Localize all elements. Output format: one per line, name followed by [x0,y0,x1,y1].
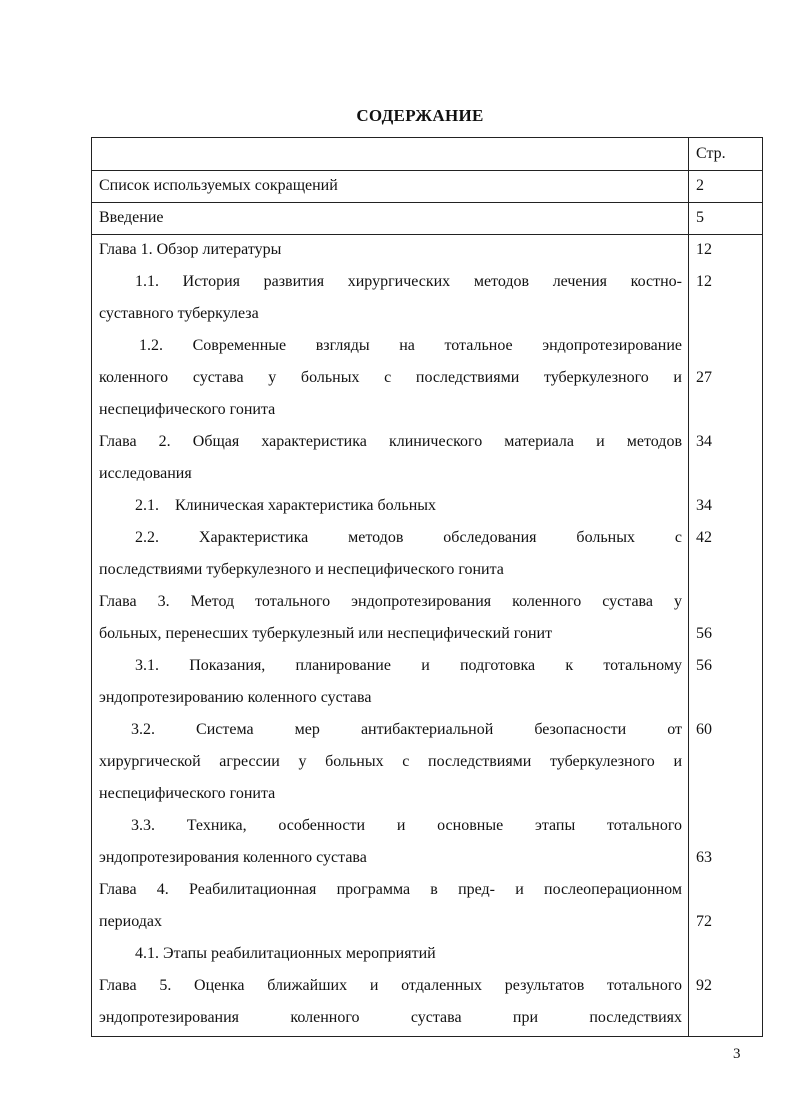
toc-page-chapter-3: 56 [696,625,712,642]
toc-page-section-3-2: 60 [696,721,712,738]
toc-entry-line: эндопротезированию коленного сустава [99,689,372,706]
toc-entry-line: больных, перенесших туберкулезный или неспецифический гонит [99,625,553,642]
toc-entry-line: 3.3. Техника, особенности и основные этапы тотального [131,817,682,834]
toc-page-section-1-1: 12 [696,273,712,290]
toc-entry-chapter-2 [99,426,682,490]
toc-entry-section-2-2 [99,522,682,586]
toc-entry-chapter-5 [99,970,682,1034]
page-column-header: Стр. [696,145,726,162]
toc-entry-line: 1.2. Современные взгляды на тотальное эндопротезирование [139,337,682,354]
toc-entry-line: хирургической агрессии у больных с последствиями туберкулезного и [99,753,682,770]
toc-entry-line: Глава 4. Реабилитационная программа в пред- и послеоперационном [99,881,682,898]
toc-entry-line: 3.2. Система мер антибактериальной безопасности от [131,721,682,738]
toc-page-introduction: 5 [696,209,704,226]
toc-entry-line: эндопротезирования коленного сустава при последствиях [99,1009,682,1026]
toc-entry-line: 4.1. Этапы реабилитационных мероприятий [135,945,436,962]
toc-entry-line: Глава 2. Общая характеристика клинического материала и методов [99,433,682,450]
toc-page-chapter-4: 72 [696,913,712,930]
page-title: СОДЕРЖАНИЕ [356,106,484,125]
toc-entry-line: коленного сустава у больных с последствиями туберкулезного и [99,369,682,386]
toc-entry-line: 3.1. Показания, планирование и подготовка к тотальному [135,657,682,674]
toc-entry-line: Глава 5. Оценка ближайших и отдаленных результатов тотального [99,977,682,994]
toc-entry-line: последствиями туберкулезного и неспецифического гонита [99,561,504,578]
toc-page-section-1-2: 27 [696,369,712,386]
toc-page-abbreviations: 2 [696,177,704,194]
toc-entry-section-1-1 [99,266,682,330]
toc-page-section-2-2: 42 [696,529,712,546]
page-number: 3 [733,1046,741,1062]
toc-entry-chapter-1 [99,234,682,266]
page-column-divider [688,138,689,1036]
toc-entry-introduction [99,202,682,234]
toc-table [91,137,763,1037]
toc-entry-abbreviations [99,170,682,202]
toc-entry-line: Глава 3. Метод тотального эндопротезирования коленного сустава у [99,593,682,610]
toc-entry-line: периодах [99,913,163,930]
toc-page-chapter-1: 12 [696,241,712,258]
toc-entry-section-1-2 [99,330,682,426]
toc-entry-line: 2.2. Характеристика методов обследования больных с [135,529,682,546]
toc-entry-line: 1.1. История развития хирургических методов лечения костно- [135,273,682,290]
toc-entry-line: Введение [99,209,164,226]
toc-page-section-2-1: 34 [696,497,712,514]
toc-entry-line: эндопротезирования коленного сустава [99,849,367,866]
toc-entry-line: суставного туберкулеза [99,305,259,322]
toc-entry-line: неспецифического гонита [99,785,276,802]
toc-entry-chapter-3 [99,586,682,650]
toc-entry-line: неспецифического гонита [99,401,276,418]
toc-page-chapter-5: 92 [696,977,712,994]
toc-entry-line: 2.1. Клиническая характеристика больных [135,497,437,514]
toc-entry-line: исследования [99,465,192,482]
toc-entry-section-4-1 [99,938,682,970]
toc-entry-section-3-1 [99,650,682,714]
toc-entry-section-3-2 [99,714,682,810]
toc-page-chapter-2: 34 [696,433,712,450]
toc-entry-section-2-1 [99,490,682,522]
toc-entry-section-3-3 [99,810,682,874]
toc-page-section-3-1: 56 [696,657,712,674]
toc-page-section-3-3: 63 [696,849,712,866]
toc-entry-line: Список используемых сокращений [99,177,338,194]
toc-entry-chapter-4 [99,874,682,938]
toc-entry-line: Глава 1. Обзор литературы [99,241,282,258]
